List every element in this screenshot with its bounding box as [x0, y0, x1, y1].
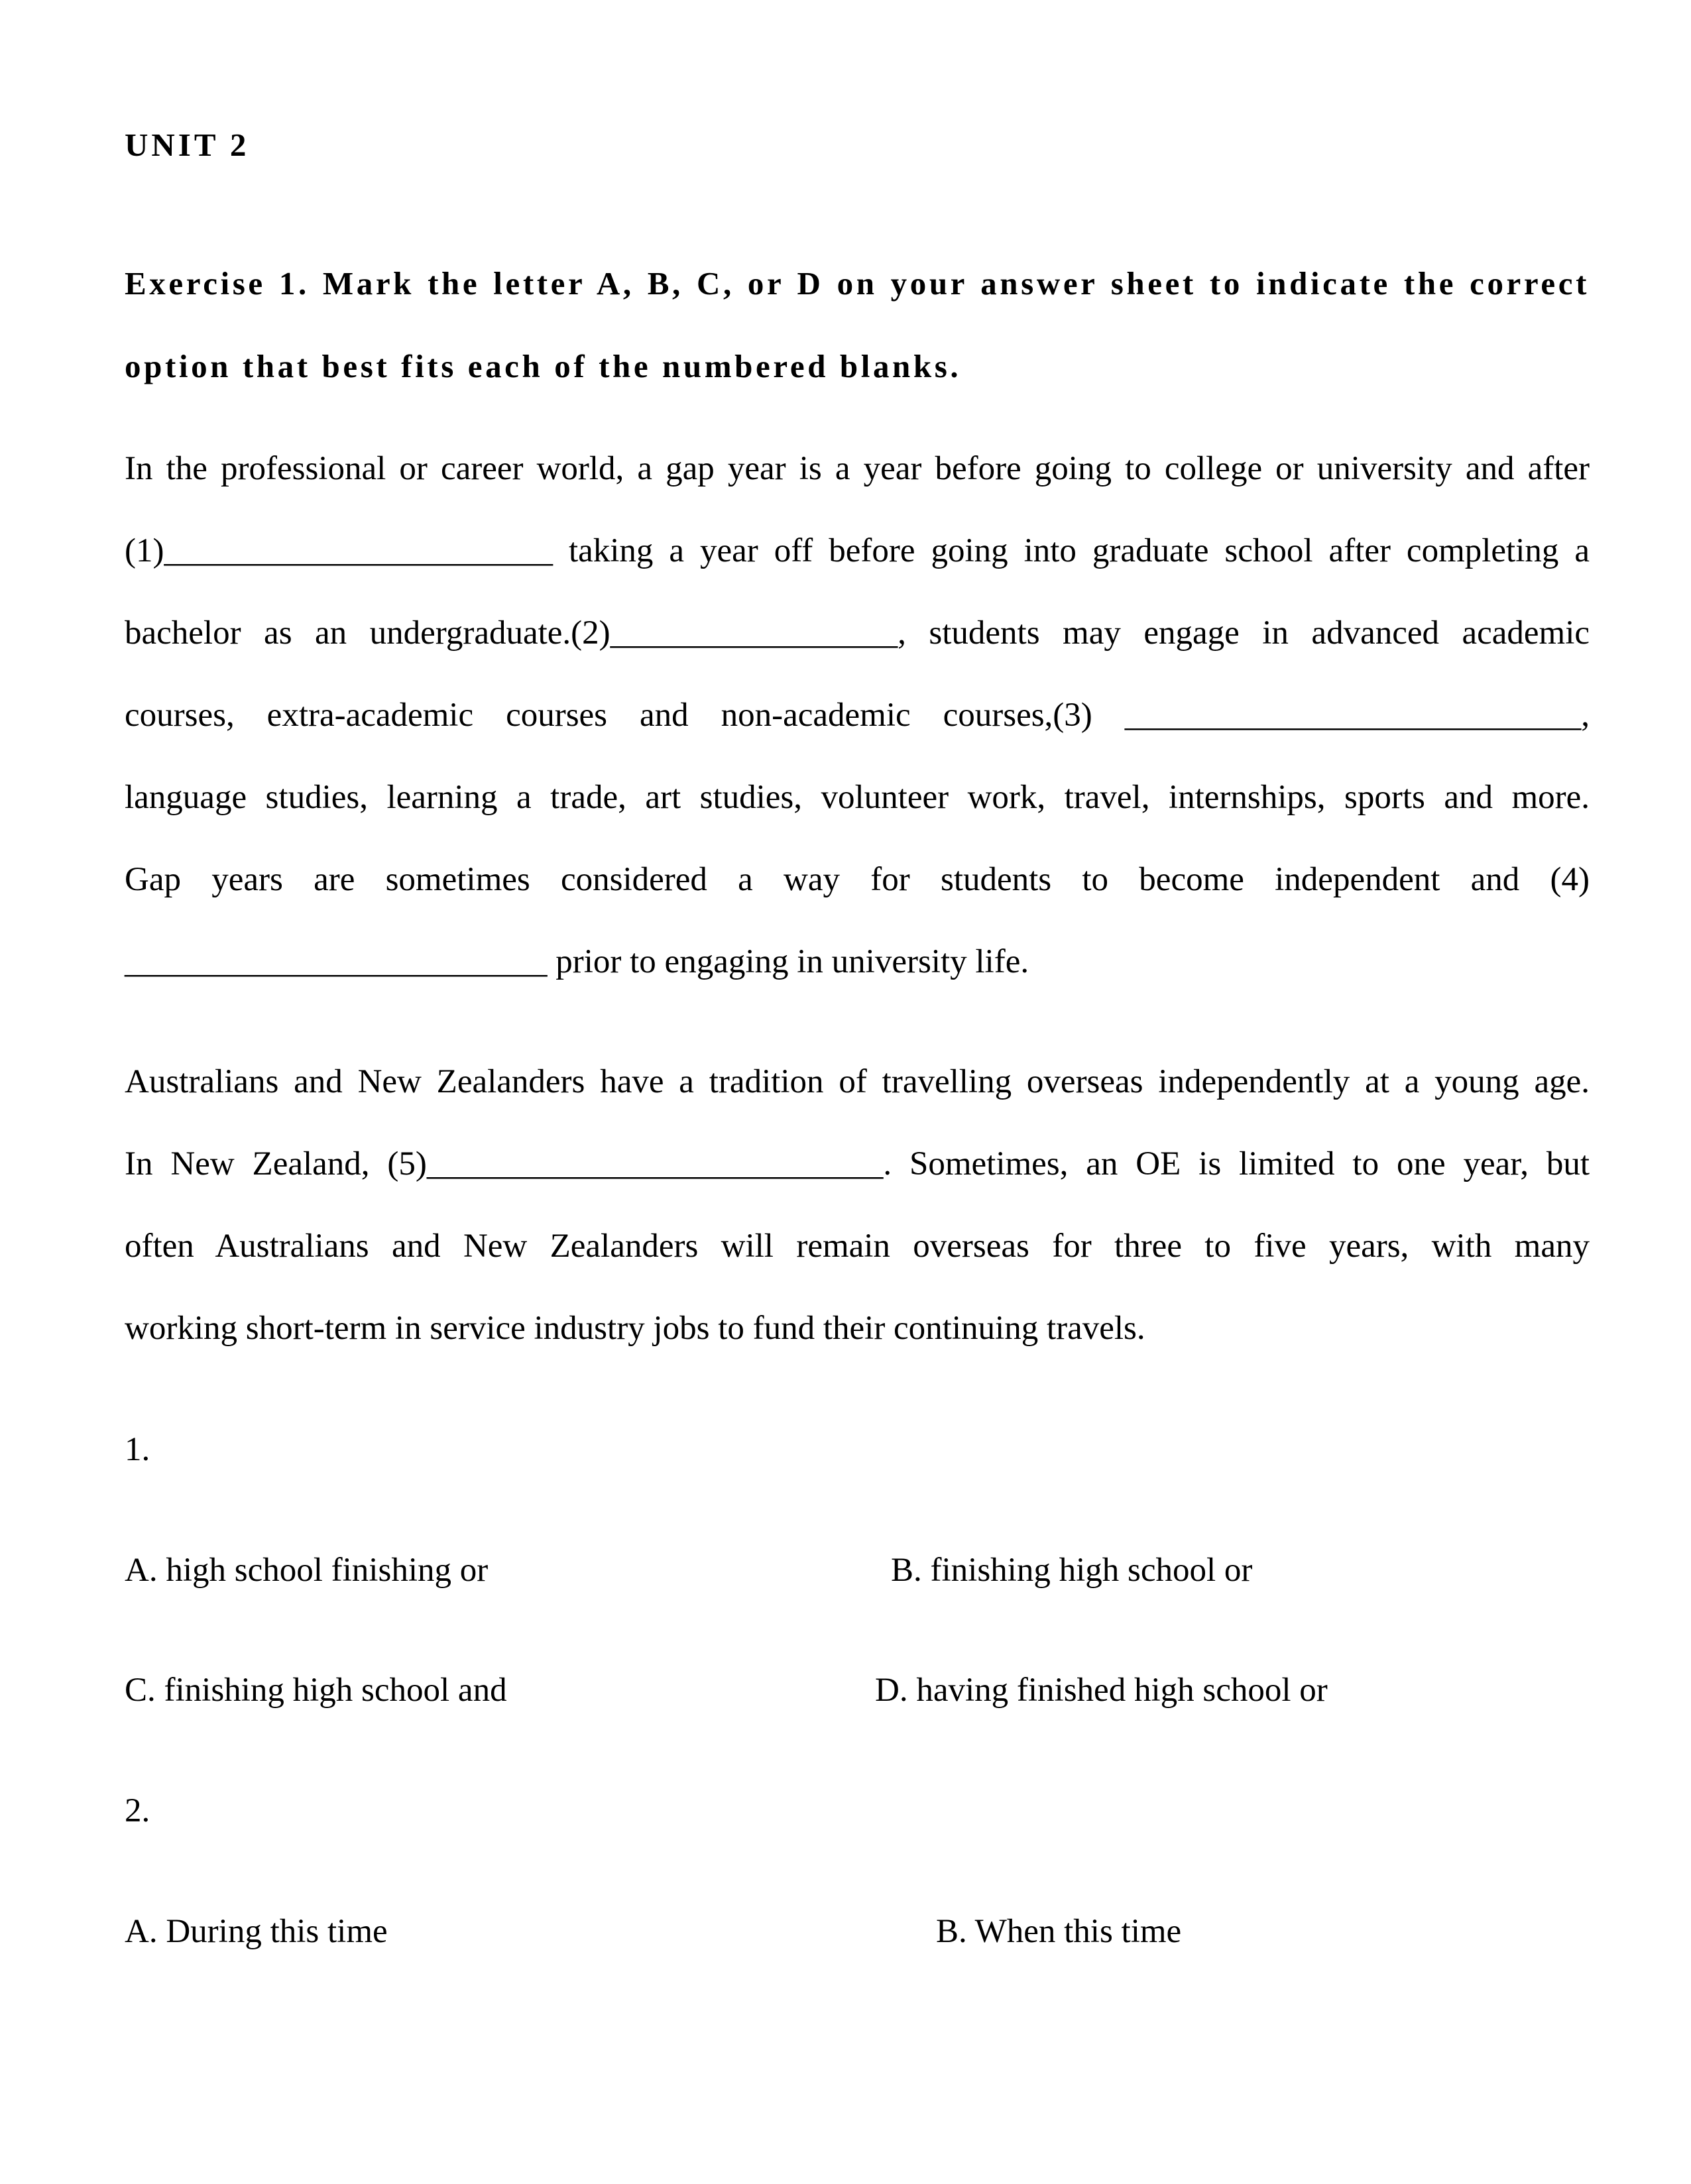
option-b: B. When this time — [936, 1913, 1182, 1950]
option-d: D. having finished high school or — [875, 1672, 1328, 1709]
passage-line: (1)_______________________ taking a year off before going into graduate school after completing a — [125, 532, 1590, 569]
passage-line: often Australians and New Zealanders will remain overseas for three to five years, with many — [125, 1228, 1590, 1265]
question-number: 2. — [125, 1792, 150, 1829]
option-c: C. finishing high school and — [125, 1672, 507, 1709]
option-a: A. high school finishing or — [125, 1552, 489, 1589]
passage-line: Gap years are sometimes considered a way for students to become independent and (4) — [125, 861, 1590, 898]
passage-line: In the professional or career world, a gap year is a year before going to college or university and after — [125, 450, 1590, 487]
option-a: A. During this time — [125, 1913, 388, 1950]
passage-line: courses, extra-academic courses and non-academic courses,(3) ___________________________, — [125, 697, 1590, 734]
passage-line: bachelor as an undergraduate.(2)_________________, students may engage in advanced academic — [125, 614, 1590, 652]
option-b: B. finishing high school or — [891, 1552, 1253, 1589]
passage-line: language studies, learning a trade, art studies, volunteer work, travel, internships, sports and more. — [125, 779, 1590, 816]
unit-title: UNIT 2 — [125, 127, 250, 163]
passage-line: _________________________ prior to engaging in university life. — [125, 943, 1029, 980]
question-number: 1. — [125, 1431, 150, 1468]
passage-line: working short-term in service industry jobs to fund their continuing travels. — [125, 1310, 1145, 1347]
passage-line: In New Zealand, (5)___________________________. Sometimes, an OE is limited to one year, but — [125, 1145, 1590, 1182]
exercise-heading: Exercise 1. Mark the letter A, B, C, or D on your answer sheet to indicate the correct option that best fits each of the numbered blanks. — [125, 265, 1590, 384]
passage-line: Australians and New Zealanders have a tradition of travelling overseas independently at a young age. — [125, 1063, 1590, 1100]
